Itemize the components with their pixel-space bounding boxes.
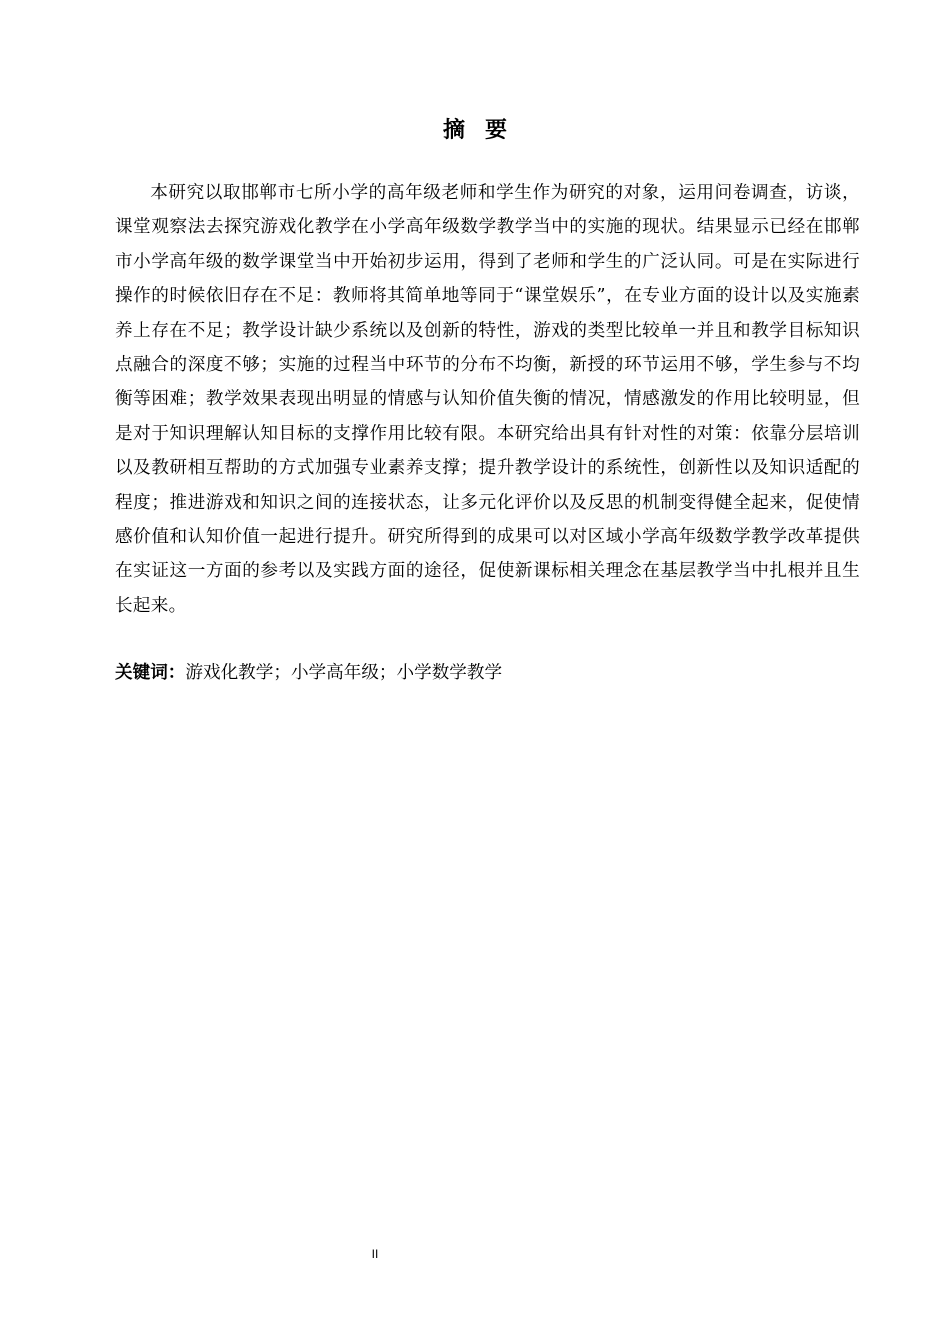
abstract-body: 本研究以取邯郸市七所小学的高年级老师和学生作为研究的对象，运用问卷调查，访谈，课堂观察法去探究游戏化教学在小学高年级数学教学当中的实施的现状。结果显示已经在邯郸市小学高年级的数学课堂当中开始初步运用，得到了老师和学生的广泛认同。可是在实际进行操作的时候依旧存在不足：教师将其简单地等同于“课堂娱乐”，在专业方面的设计以及实施素养上存在不足；教学设计缺少系统以及创新的特性，游戏的类型比较单一并且和教学目标知识点融合的深度不够；实施的过程当中环节的分布不均衡，新授的环节运用不够，学生参与不均衡等困难；教学效果表现出明显的情感与认知价值失衡的情况，情感激发的作用比较明显，但是对于知识理解认知目标的支撑作用比较有限。本研究给出具有针对性的对策：依靠分层培训以及教研相互帮助的方式加强专业素养支撑；提升教学设计的系统性，创新性以及知识适配的程度；推进游戏和知识之间的连接状态，让多元化评价以及反思的机制变得健全起来，促使情感价值和认知价值一起进行提升。研究所得到的成果可以对区域小学高年级数学教学改革提供在实证这一方面的参考以及实践方面的途径，促使新课标相关理念在基层教学当中扎根并且生长起来。 (115, 183, 860, 616)
abstract-title: 摘要 (442, 118, 527, 143)
keywords-label: 关键词： (115, 663, 186, 683)
keywords-text: 游戏化教学；小学高年级；小学数学教学 (185, 663, 503, 683)
keywords-line (115, 656, 860, 690)
page-number: II (371, 1247, 379, 1261)
